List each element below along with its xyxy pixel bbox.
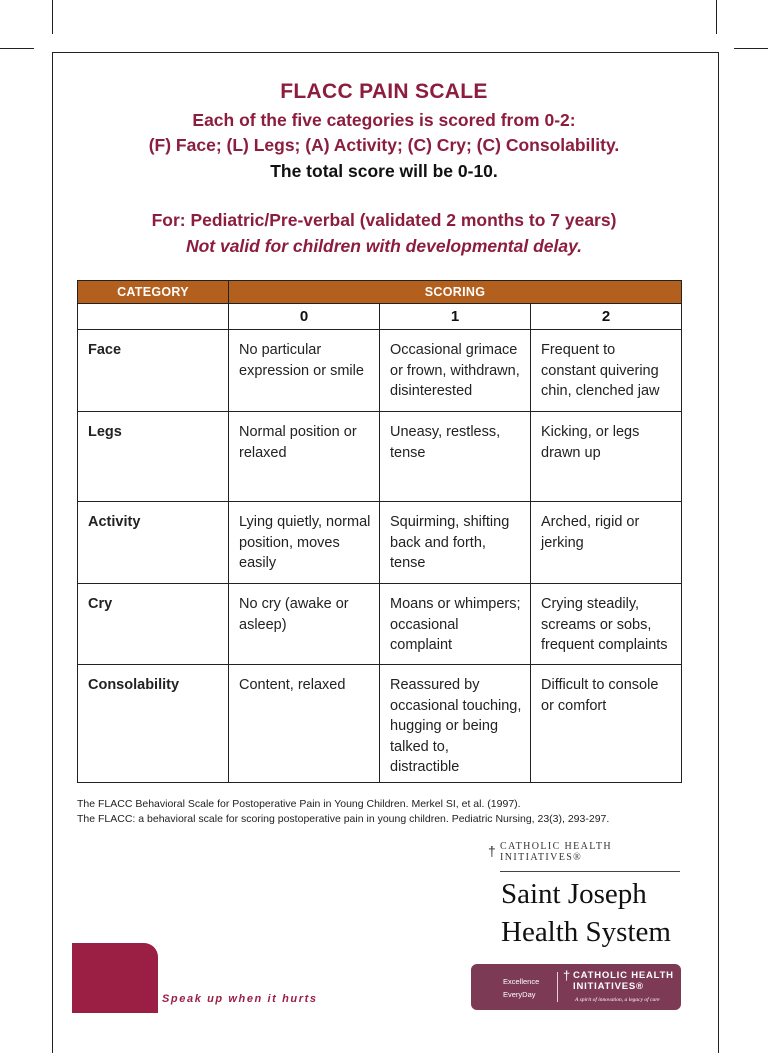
score-1-cell: Moans or whimpers; occasional complaint	[380, 584, 531, 665]
validity-warning: Not valid for children with developmental delay.	[185, 236, 583, 256]
score-0-cell: Lying quietly, normal position, moves easily	[229, 502, 380, 584]
brand-block	[72, 943, 158, 1013]
category-cell: Legs	[78, 412, 229, 502]
table-row	[78, 412, 682, 502]
badge-chi-line1: CATHOLIC HEALTH	[573, 970, 674, 981]
score-1-cell: Reassured by occasional touching, hugging or being talked to, distractible	[380, 665, 531, 783]
score-header-1: 1	[380, 304, 531, 330]
category-cell: Consolability	[78, 665, 229, 783]
score-2-cell: Frequent to constant quivering chin, clenched jaw	[531, 330, 682, 412]
org-name-line2: Health System	[501, 916, 671, 948]
crop-mark	[0, 48, 34, 49]
chi-logo-line1: CATHOLIC HEALTH	[500, 841, 613, 852]
score-0-cell: No cry (awake or asleep)	[229, 584, 380, 665]
badge-divider	[557, 972, 558, 1002]
score-0-cell: No particular expression or smile	[229, 330, 380, 412]
total-score-note: The total score will be 0-10.	[270, 161, 498, 181]
tagline: Speak up when it hurts	[162, 993, 318, 1005]
cross-icon: †	[488, 843, 496, 859]
score-blank-cell	[78, 304, 229, 330]
score-1-cell: Squirming, shifting back and forth, tense	[380, 502, 531, 584]
badge-everyday: EveryDay	[503, 990, 536, 999]
chi-badge	[471, 964, 681, 1010]
category-cell: Cry	[78, 584, 229, 665]
chi-logo	[488, 841, 638, 863]
badge-chi-line2: INITIATIVES®	[573, 981, 644, 992]
table-row	[78, 330, 682, 412]
flacc-table	[77, 280, 682, 783]
category-cell: Face	[78, 330, 229, 412]
score-0-cell: Content, relaxed	[229, 665, 380, 783]
score-header-2: 2	[531, 304, 682, 330]
badge-motto: A spirit of innovation, a legacy of care	[575, 997, 660, 1003]
score-2-cell: Crying steadily, screams or sobs, frequent complaints	[531, 584, 682, 665]
table-row	[78, 502, 682, 584]
crop-mark	[734, 48, 768, 49]
reference-citation: The FLACC Behavioral Scale for Postoperative Pain in Young Children. Merkel SI, et al. (1997).	[77, 798, 521, 810]
score-2-cell: Kicking, or legs drawn up	[531, 412, 682, 502]
header-scoring: SCORING	[229, 281, 682, 304]
crop-mark	[52, 0, 53, 34]
org-name-line1: Saint Joseph	[501, 878, 647, 910]
page-title: FLACC PAIN SCALE	[280, 80, 488, 103]
category-cell: Activity	[78, 502, 229, 584]
scoring-instructions: Each of the five categories is scored from 0-2:	[192, 110, 576, 130]
chi-logo-line2: INITIATIVES®	[500, 852, 583, 863]
table-row	[78, 665, 682, 783]
divider	[500, 871, 680, 872]
category-list: (F) Face; (L) Legs; (A) Activity; (C) Cry; (C) Consolability.	[148, 135, 620, 155]
population-note: For: Pediatric/Pre-verbal (validated 2 months to 7 years)	[151, 210, 617, 230]
score-1-cell: Occasional grimace or frown, withdrawn, disinterested	[380, 330, 531, 412]
score-2-cell: Difficult to console or comfort	[531, 665, 682, 783]
score-header-0: 0	[229, 304, 380, 330]
score-2-cell: Arched, rigid or jerking	[531, 502, 682, 584]
score-0-cell: Normal position or relaxed	[229, 412, 380, 502]
crop-mark	[716, 0, 717, 34]
header-category: CATEGORY	[78, 281, 229, 304]
score-1-cell: Uneasy, restless, tense	[380, 412, 531, 502]
cross-icon: †	[563, 968, 571, 983]
table-row	[78, 584, 682, 665]
badge-excellence: Excellence	[503, 977, 540, 986]
reference-citation: The FLACC: a behavioral scale for scoring postoperative pain in young children. Pediatric Nursing, 23(3), 293-297.	[77, 813, 610, 825]
